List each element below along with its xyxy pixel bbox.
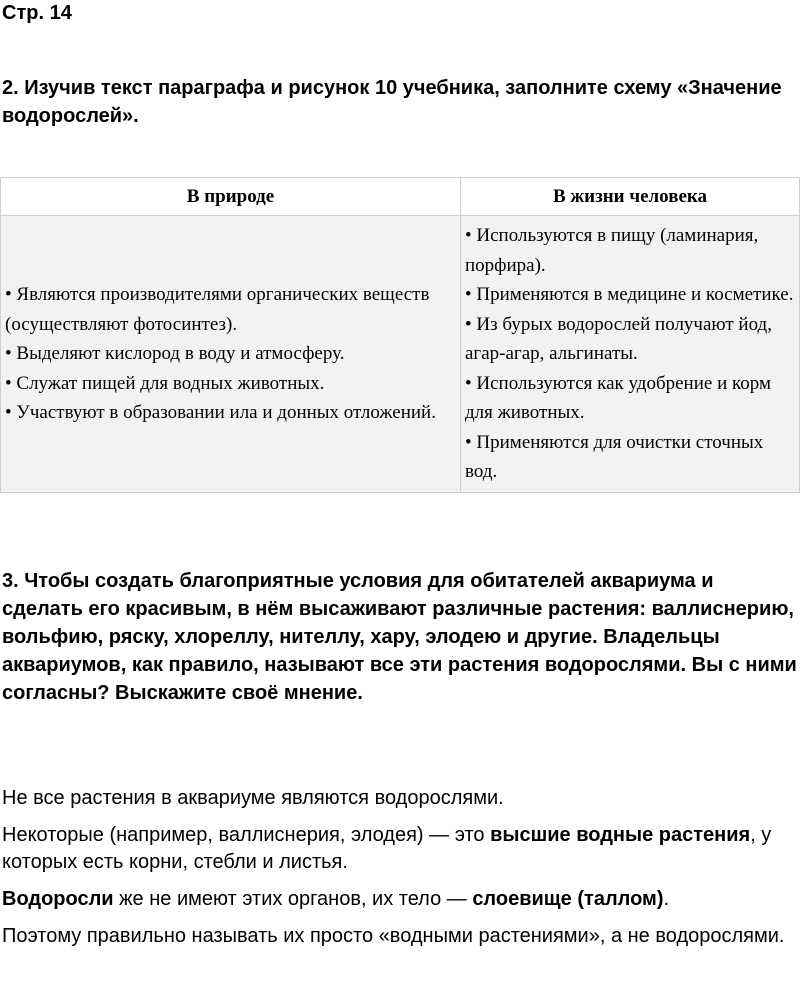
page-number: Стр. 14 — [2, 2, 72, 24]
task-2-question: 2. Изучив текст параграфа и рисунок 10 учебника, заполните схему «Значение водорослей». — [2, 77, 782, 127]
answer-text: , у которых есть корни, стебли и листья. — [2, 824, 772, 873]
answer-text: Некоторые (например, валлиснерия, элодея) — это — [2, 824, 491, 846]
answer-text: . — [663, 888, 670, 910]
list-item: • Служат пищей для водных животных. — [5, 372, 325, 394]
answer-paragraph-1: Не все растения в аквариуме являются водорослями. — [2, 787, 504, 809]
list-item: • Применяются в медицине и косметике. — [465, 284, 794, 305]
nature-cell — [1, 216, 461, 493]
algae-significance-table — [0, 177, 800, 493]
table-header-row — [1, 178, 800, 216]
header-human-life: В жизни человека — [461, 178, 800, 216]
list-item: • Из бурых водорослей получают йод, агар-агар, альгинаты. — [465, 313, 772, 364]
human-life-cell — [461, 216, 800, 493]
header-nature: В природе — [1, 178, 461, 216]
list-item: • Используются как удобрение и корм для животных. — [465, 372, 771, 423]
list-item: • Выделяют кислород в воду и атмосферу. — [5, 343, 345, 364]
list-item: • Участвуют в образовании ила и донных отложений. — [5, 402, 436, 423]
answer-block — [2, 785, 792, 960]
list-item: • Являются производителями органических веществ (осуществляют фотосинтез). — [5, 284, 430, 335]
table-row — [1, 216, 800, 493]
answer-paragraph-4: Поэтому правильно называть их просто «водными растениями», а не водорослями. — [2, 925, 785, 947]
task-3-question: 3. Чтобы создать благоприятные условия для обитателей аквариума и сделать его красивым, в нём высаживают различные растения: валлиснерию, вольфию, ряску, хлореллу, нителлу, хару, элодею и другие. Владельцы аквариумов, как правило, называют все эти растения водорослями. Вы с ними согласны? Выскажите своё мнение. — [2, 570, 797, 704]
answer-text: же не имеют этих органов, их тело — — [113, 888, 473, 910]
answer-emphasis: Водоросли — [2, 888, 114, 910]
list-item: • Используются в пищу (ламинария, порфира). — [465, 225, 759, 276]
answer-paragraph-2 — [2, 822, 792, 876]
answer-emphasis: высшие водные растения — [490, 824, 751, 846]
list-item: • Применяются для очистки сточных вод. — [465, 431, 764, 482]
answer-emphasis: слоевище (таллом) — [472, 888, 664, 910]
answer-paragraph-3 — [2, 886, 792, 913]
